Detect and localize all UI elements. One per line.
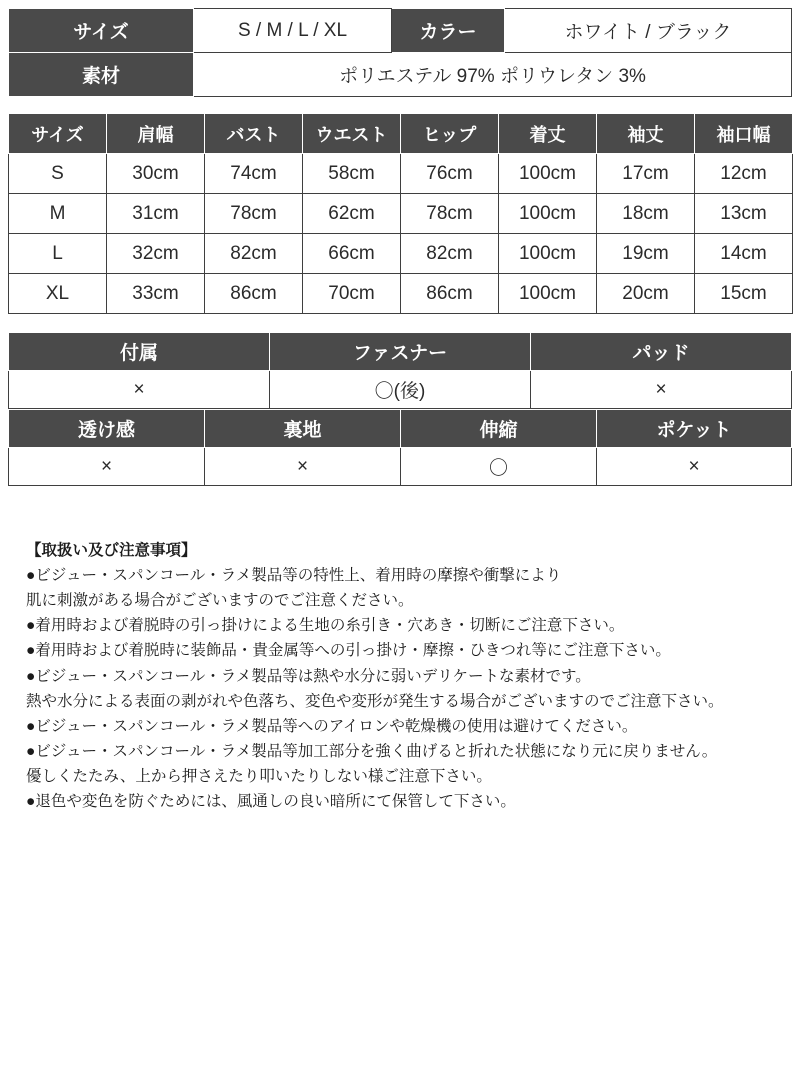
features-table [8,332,792,409]
cell-length: 100cm [499,154,597,194]
cell-waist: 58cm [303,154,401,194]
cell-size: S [9,154,107,194]
size-col-cuff: 袖口幅 [695,114,793,154]
cell-waist: 62cm [303,194,401,234]
features-value-row-1 [9,371,792,409]
cell-bust: 82cm [205,234,303,274]
table-row [9,234,793,274]
cell-hip: 76cm [401,154,499,194]
cell-length: 100cm [499,194,597,234]
care-note-line: ●ビジュー・スパンコール・ラメ製品等加工部分を強く曲げると折れた状態になり元に戻りません。 [26,742,718,760]
cell-cuff: 12cm [695,154,793,194]
care-note-line: ●ビジュー・スパンコール・ラメ製品等の特性上、着用時の摩擦や衝撃により [26,567,562,585]
feature-value-lining: × [205,448,401,486]
cell-bust: 86cm [205,274,303,314]
care-notes [8,538,792,814]
table-row [9,154,793,194]
cell-hip: 82cm [401,234,499,274]
spec-row-size-color [9,9,792,53]
cell-bust: 74cm [205,154,303,194]
size-col-waist: ウエスト [303,114,401,154]
cell-size: XL [9,274,107,314]
cell-shoulder: 31cm [107,194,205,234]
care-note-line: ●着用時および着脱時に装飾品・貴金属等への引っ掛け・摩擦・ひきつれ等にご注意下さい。 [26,642,671,660]
feature-label-sheerness: 透け感 [9,410,205,448]
cell-sleeve: 17cm [597,154,695,194]
care-notes-title: 【取扱い及び注意事項】 [26,542,197,559]
cell-cuff: 13cm [695,194,793,234]
features-header-row-1 [9,333,792,371]
spec-table [8,8,792,97]
size-col-sleeve: 袖丈 [597,114,695,154]
cell-cuff: 15cm [695,274,793,314]
spec-row-material [9,53,792,97]
size-col-bust: バスト [205,114,303,154]
care-note-line: ●ビジュー・スパンコール・ラメ製品等へのアイロンや乾燥機の使用は避けてください。 [26,717,638,735]
feature-label-lining: 裏地 [205,410,401,448]
cell-length: 100cm [499,274,597,314]
care-note-line: ●着用時および着脱時の引っ掛けによる生地の糸引き・穴あき・切断にご注意下さい。 [26,617,625,635]
feature-value-pad: × [531,371,792,409]
feature-value-pocket: × [597,448,792,486]
table-row [9,194,793,234]
cell-size: L [9,234,107,274]
cell-sleeve: 18cm [597,194,695,234]
cell-sleeve: 20cm [597,274,695,314]
spec-label-size: サイズ [9,9,194,53]
spec-value-color: ホワイト / ブラック [505,9,792,53]
cell-waist: 66cm [303,234,401,274]
feature-value-sheerness: × [9,448,205,486]
table-row [9,274,793,314]
feature-value-zipper: 〇(後) [270,371,531,409]
cell-shoulder: 33cm [107,274,205,314]
features-value-row-2 [9,448,792,486]
care-note-line: 熱や水分による表面の剥がれや色落ち、変色や変形が発生する場合がございますのでご注意下さい。 [26,692,724,710]
spec-label-color: カラー [392,9,505,53]
care-note-line: 優しくたたみ、上から押さえたり叩いたりしない様ご注意下さい。 [26,767,492,785]
spec-label-material: 素材 [9,53,194,97]
feature-value-accessory: × [9,371,270,409]
size-chart-table [8,113,793,314]
size-col-hip: ヒップ [401,114,499,154]
cell-cuff: 14cm [695,234,793,274]
cell-size: M [9,194,107,234]
size-col-length: 着丈 [499,114,597,154]
feature-label-pad: パッド [531,333,792,371]
cell-sleeve: 19cm [597,234,695,274]
care-note-line: ●ビジュー・スパンコール・ラメ製品等は熱や水分に弱いデリケートな素材です。 [26,667,591,685]
feature-label-accessory: 付属 [9,333,270,371]
cell-hip: 86cm [401,274,499,314]
feature-value-stretch: 〇 [401,448,597,486]
cell-length: 100cm [499,234,597,274]
cell-bust: 78cm [205,194,303,234]
feature-label-stretch: 伸縮 [401,410,597,448]
cell-hip: 78cm [401,194,499,234]
features-table-2 [8,409,792,486]
cell-waist: 70cm [303,274,401,314]
cell-shoulder: 30cm [107,154,205,194]
size-col-shoulder: 肩幅 [107,114,205,154]
care-note-line: ●退色や変色を防ぐためには、風通しの良い暗所にて保管して下さい。 [26,793,516,811]
spec-value-size: S / M / L / XL [194,9,392,53]
features-header-row-2 [9,410,792,448]
feature-label-zipper: ファスナー [270,333,531,371]
care-note-line: 肌に刺激がある場合がございますのでご注意ください。 [26,592,414,610]
cell-shoulder: 32cm [107,234,205,274]
spec-value-material: ポリエステル 97% ポリウレタン 3% [194,53,792,97]
size-col-size: サイズ [9,114,107,154]
feature-label-pocket: ポケット [597,410,792,448]
size-chart-header-row [9,114,793,154]
